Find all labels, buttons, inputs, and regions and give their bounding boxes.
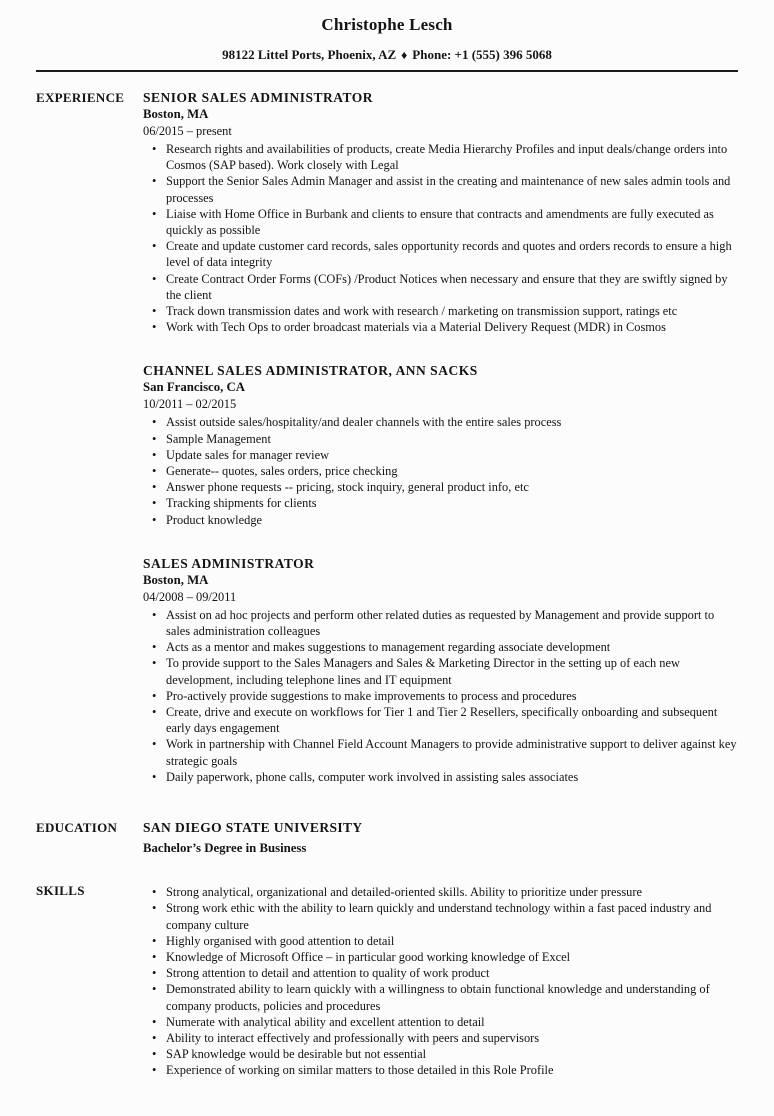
job-location: Boston, MA: [143, 572, 209, 587]
skills-label: SKILLS: [36, 883, 85, 899]
job-title: SALES ADMINISTRATOR: [143, 555, 315, 571]
bullet-item: • Assist outside sales/hospitality/and dealer channels with the entire sales process: [143, 414, 738, 430]
bullet-item: • Work with Tech Ops to order broadcast materials via a Material Delivery Request (MDR) in Cosmos: [143, 319, 738, 335]
education-section: [36, 819, 738, 857]
experience-label: EXPERIENCE: [36, 90, 125, 105]
candidate-name: Christophe Lesch: [321, 15, 453, 34]
bullet-item: • Knowledge of Microsoft Office – in particular good working knowledge of Excel: [143, 949, 738, 965]
job-dates: 06/2015 – present: [143, 124, 232, 138]
bullet-item: • Liaise with Home Office in Burbank and clients to ensure that contracts and amendments are fully executed as quickly as possible: [143, 206, 738, 238]
bullet-item: • Acts as a mentor and makes suggestions to management regarding associate development: [143, 639, 738, 655]
bullet-item: • Update sales for manager review: [143, 447, 738, 463]
bullet-item: • Ability to interact effectively and professionally with peers and supervisors: [143, 1030, 738, 1046]
education-content: [143, 819, 738, 857]
bullet-item: • Track down transmission dates and work with research / marketing on transmission support, ratings etc: [143, 303, 738, 319]
skills-section: [36, 882, 738, 1078]
header-divider: [36, 70, 738, 72]
job-bullet-list: [143, 607, 738, 785]
diamond-icon: ♦: [401, 48, 408, 62]
bullet-item: • Sample Management: [143, 431, 738, 447]
bullet-item: • Generate-- quotes, sales orders, price checking: [143, 463, 738, 479]
bullet-item: • Create Contract Order Forms (COFs) /Product Notices when necessary and ensure that they are swiftly signed by the client: [143, 271, 738, 303]
bullet-item: • Demonstrated ability to learn quickly with a willingness to obtain functional knowledge and understanding of company products, policies and procedures: [143, 981, 738, 1013]
job-dates: 04/2008 – 09/2011: [143, 589, 237, 604]
bullet-item: • Tracking shipments for clients: [143, 495, 738, 511]
bullet-item: • Create and update customer card records, sales opportunity records and quotes and orders records to ensure a high level of data integrity: [143, 238, 738, 270]
degree-name: Bachelor’s Degree in Business: [143, 841, 307, 856]
job-senior-sales-administrator: [143, 89, 738, 335]
bullet-item: • Pro-actively provide suggestions to make improvements to process and procedures: [143, 688, 738, 704]
bullet-item: • Highly organised with good attention to detail: [143, 933, 738, 949]
bullet-item: • Experience of working on similar matters to those detailed in this Role Profile: [143, 1062, 738, 1078]
bullet-item: • Work in partnership with Channel Field Account Managers to provide administrative support to deliver against key strategic goals: [143, 736, 738, 768]
phone-text: Phone: +1 (555) 396 5068: [412, 47, 552, 62]
school-name: SAN DIEGO STATE UNIVERSITY: [143, 820, 363, 836]
experience-section: [36, 89, 738, 785]
bullet-item: • To provide support to the Sales Managers and Sales & Marketing Director in the setting up of each new development, including telephone lines and IT equipment: [143, 655, 738, 687]
education-label: EDUCATION: [36, 820, 118, 836]
job-title: CHANNEL SALES ADMINISTRATOR, ANN SACKS: [143, 363, 478, 379]
job-channel-sales-administrator: [143, 362, 738, 527]
bullet-item: • Strong work ethic with the ability to learn quickly and understand technology within a fast paced industry and company culture: [143, 900, 738, 932]
job-location: San Francisco, CA: [143, 380, 246, 395]
bullet-item: • Assist on ad hoc projects and perform other related duties as requested by Management and provide support to sales administration colleagues: [143, 607, 738, 639]
job-sales-administrator: [143, 555, 738, 785]
resume-header: [36, 0, 738, 72]
skills-bullet-list: [143, 884, 738, 1078]
bullet-item: • Research rights and availabilities of products, create Media Hierarchy Profiles and input deals/change orders into Cosmos (SAP based). Work closely with Legal: [143, 141, 738, 173]
bullet-item: • Answer phone requests -- pricing, stock inquiry, general product info, etc: [143, 479, 738, 495]
bullet-item: • SAP knowledge would be desirable but not essential: [143, 1046, 738, 1062]
job-bullet-list: [143, 141, 738, 335]
job-title: SENIOR SALES ADMINISTRATOR: [143, 90, 374, 105]
bullet-item: • Numerate with analytical ability and excellent attention to detail: [143, 1014, 738, 1030]
bullet-item: • Product knowledge: [143, 512, 738, 528]
job-bullet-list: [143, 414, 738, 527]
bullet-item: • Strong attention to detail and attention to quality of work product: [143, 965, 738, 981]
job-location: Boston, MA: [143, 107, 209, 121]
experience-content: [143, 89, 738, 785]
skills-content: [143, 882, 738, 1078]
bullet-item: • Daily paperwork, phone calls, computer work involved in assisting sales associates: [143, 769, 738, 785]
bullet-item: • Support the Senior Sales Admin Manager and assist in the creating and maintenance of new sales admin tools and processes: [143, 173, 738, 205]
address-text: 98122 Littel Ports, Phoenix, AZ: [222, 47, 397, 62]
bullet-item: • Strong analytical, organizational and detailed-oriented skills. Ability to prioritize under pressure: [143, 884, 738, 900]
job-dates: 10/2011 – 02/2015: [143, 397, 237, 412]
bullet-item: • Create, drive and execute on workflows for Tier 1 and Tier 2 Resellers, specifically onboarding and subsequent early days engagement: [143, 704, 738, 736]
contact-line: [36, 47, 738, 63]
